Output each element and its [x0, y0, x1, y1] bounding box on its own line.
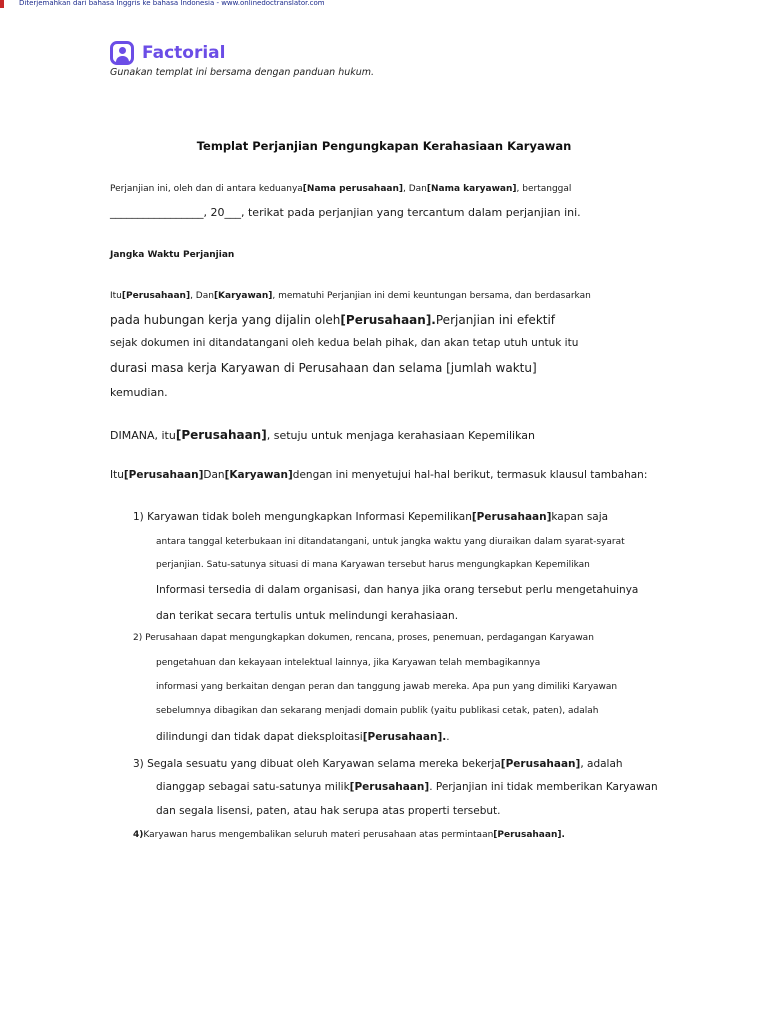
placeholder-company: [Perusahaan] — [471, 511, 552, 523]
term-line-5: kemudian. — [110, 386, 168, 399]
clause-2-line-3: informasi yang berkaitan dengan peran dan tanggung jawab mereka. Apa pun yang dimiliki Karyawan — [156, 682, 618, 692]
text: , Dan — [190, 291, 214, 301]
text: Karyawan tidak boleh mengungkapkan Informasi Kepemilikan — [147, 511, 472, 523]
term-line-3: sejak dokumen ini ditandatangani oleh kedua belah pihak, dan akan tetap utuh untuk itu — [110, 337, 579, 349]
text: Perjanjian ini efektif — [435, 313, 556, 327]
pdf-marker-icon — [0, 0, 4, 8]
clause-number: 2) — [133, 633, 143, 643]
brand-logo — [110, 41, 225, 65]
placeholder-company: [Perusahaan] — [175, 428, 267, 442]
text: Dan — [203, 469, 225, 481]
placeholder-company: [Perusahaan] — [121, 291, 191, 301]
whereas-line — [110, 428, 535, 442]
text: , bertanggal — [516, 184, 572, 194]
clause-1-line-2: antara tanggal keterbukaan ini ditandatangani, untuk jangka waktu yang diuraikan dalam syarat-syarat — [156, 537, 625, 547]
term-line-1 — [110, 291, 591, 301]
translation-note: Diterjemahkan dari bahasa Inggris ke bahasa Indonesia - www.onlinedoctranslator.com — [19, 0, 325, 7]
clause-2-line-5 — [156, 731, 450, 743]
term-line-2 — [110, 313, 555, 327]
text: . Perjanjian ini tidak memberikan Karyawan — [429, 781, 658, 793]
text: dengan ini menyetujui hal-hal berikut, termasuk klausul tambahan: — [292, 469, 648, 481]
text: dianggap sebagai satu-satunya milik — [156, 781, 350, 793]
text: . — [446, 731, 450, 743]
placeholder-company: [Perusahaan]. — [340, 313, 436, 327]
placeholder-company-name: [Nama perusahaan] — [302, 184, 403, 194]
placeholder-company: [Perusahaan] — [500, 758, 581, 770]
section-heading: Jangka Waktu Perjanjian — [110, 250, 235, 260]
agreement-line — [110, 469, 647, 481]
text: Karyawan harus mengembalikan seluruh materi perusahaan atas permintaan — [143, 830, 494, 840]
text: Perusahaan dapat mengungkapkan dokumen, rencana, proses, penemuan, perdagangan Karyawan — [145, 633, 594, 643]
clause-3-line-1 — [133, 758, 623, 770]
text: , Dan — [403, 184, 427, 194]
clause-1-line-3: perjanjian. Satu-satunya situasi di mana Karyawan tersebut harus mengungkapkan Kepemilikan — [156, 560, 590, 570]
placeholder-employee-name: [Nama karyawan] — [426, 184, 517, 194]
template-usage-note: Gunakan templat ini bersama dengan panduan hukum. — [110, 67, 375, 78]
clause-3-line-3: dan segala lisensi, paten, atau hak serupa atas properti tersebut. — [156, 805, 501, 817]
clause-number: 4) — [133, 830, 144, 840]
clause-2-line-2: pengetahuan dan kekayaan intelektual lainnya, jika Karyawan telah membagikannya — [156, 658, 541, 668]
text: Itu — [110, 469, 124, 481]
text: Perjanjian ini, oleh dan di antara keduanya — [110, 184, 303, 194]
translation-banner — [0, 0, 768, 9]
text: Itu — [110, 291, 122, 301]
placeholder-company: [Perusahaan]. — [493, 830, 565, 840]
intro-line-2: _________________, 20___, terikat pada perjanjian yang tercantum dalam perjanjian ini. — [110, 206, 581, 219]
placeholder-employee: [Karyawan] — [213, 291, 273, 301]
person-badge-icon — [110, 41, 134, 65]
term-line-4: durasi masa kerja Karyawan di Perusahaan dan selama [jumlah waktu] — [110, 361, 537, 375]
placeholder-company: [Perusahaan]. — [362, 731, 447, 743]
clause-4-line-1 — [133, 830, 565, 840]
clause-1-line-4: Informasi tersedia di dalam organisasi, dan hanya jika orang tersebut perlu mengetahuinya — [156, 584, 639, 596]
clause-number: 1) — [133, 511, 144, 523]
placeholder-company: [Perusahaan] — [123, 469, 204, 481]
placeholder-company: [Perusahaan] — [349, 781, 430, 793]
clause-1-line-1 — [133, 511, 608, 523]
text: pada hubungan kerja yang dijalin oleh — [110, 313, 341, 327]
text: kapan saja — [551, 511, 609, 523]
text: dilindungi dan tidak dapat dieksploitasi — [156, 731, 363, 743]
clause-2-line-1 — [133, 633, 594, 643]
text: , setuju untuk menjaga kerahasiaan Kepemilikan — [266, 429, 535, 442]
clause-2-line-4: sebelumnya dibagikan dan sekarang menjadi domain publik (yaitu publikasi cetak, paten), adalah — [156, 706, 599, 716]
text: , adalah — [580, 758, 623, 770]
clause-number: 3) — [133, 758, 144, 770]
text: DIMANA, itu — [110, 429, 176, 442]
document-title: Templat Perjanjian Pengungkapan Kerahasiaan Karyawan — [196, 139, 572, 153]
clause-3-line-2 — [156, 781, 658, 793]
text: , mematuhi Perjanjian ini demi keuntungan bersama, dan berdasarkan — [272, 291, 591, 301]
brand-name: Factorial — [142, 43, 226, 63]
intro-line-1 — [110, 184, 571, 194]
clause-1-line-5: dan terikat secara tertulis untuk melindungi kerahasiaan. — [156, 610, 459, 622]
text: Segala sesuatu yang dibuat oleh Karyawan selama mereka bekerja — [147, 758, 501, 770]
placeholder-employee: [Karyawan] — [224, 469, 293, 481]
